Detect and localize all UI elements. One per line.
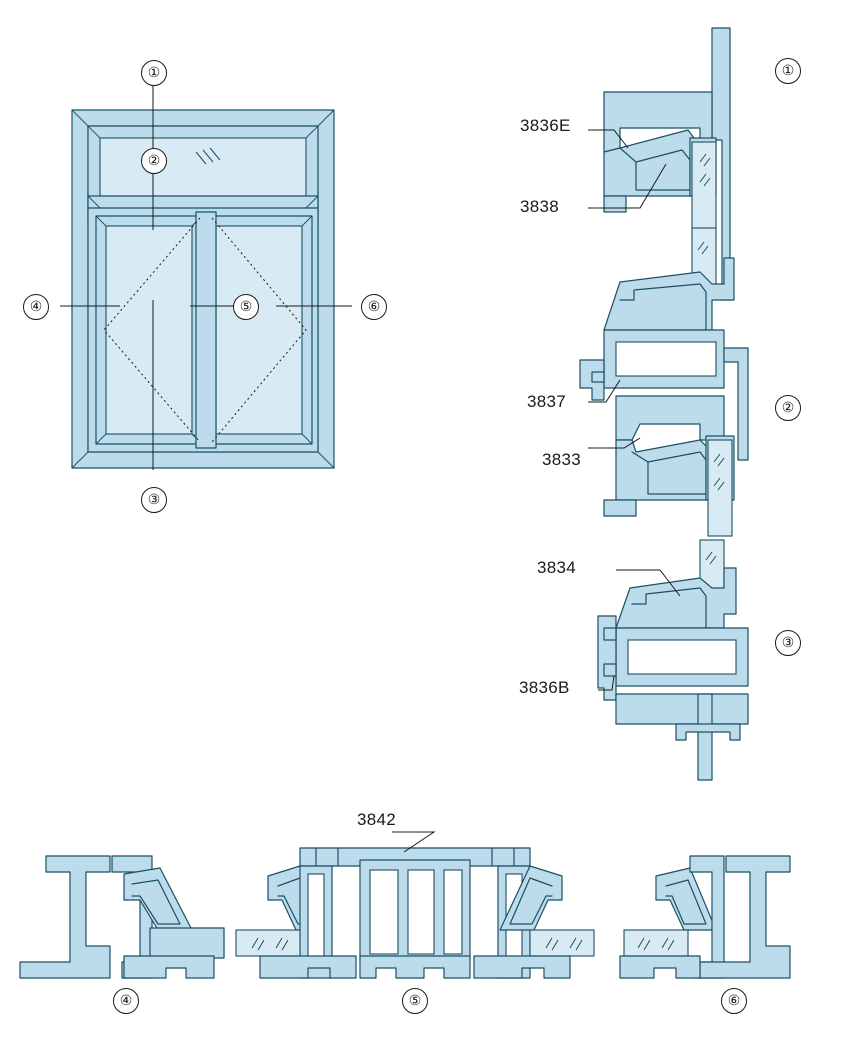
part-label-3837: 3837 [527,392,567,411]
section-number-2: ② [775,395,801,421]
part-label-3836B: 3836B [519,678,570,697]
part-label-3836E: 3836E [520,116,571,135]
part-label-3834: 3834 [537,558,577,577]
section-4-graphic [20,856,224,978]
section-3-graphic [598,540,748,780]
callout-5: ⑤ [233,294,259,320]
callout-6: ⑥ [361,294,387,320]
part-label-3838: 3838 [520,197,560,216]
section-number-4: ④ [113,988,139,1014]
window-elevation-graphic [60,86,352,470]
section-6-graphic [620,856,790,978]
section-number-5: ⑤ [402,988,428,1014]
callout-1: ① [141,60,167,86]
part-label-3833: 3833 [542,450,582,469]
section-number-3: ③ [775,630,801,656]
section-5-graphic [236,832,594,978]
section-number-1: ① [775,58,801,84]
callout-2: ② [141,148,167,174]
callout-4: ④ [23,294,49,320]
part-label-3842: 3842 [357,810,397,829]
section-number-6: ⑥ [721,988,747,1014]
callout-3: ③ [141,487,167,513]
